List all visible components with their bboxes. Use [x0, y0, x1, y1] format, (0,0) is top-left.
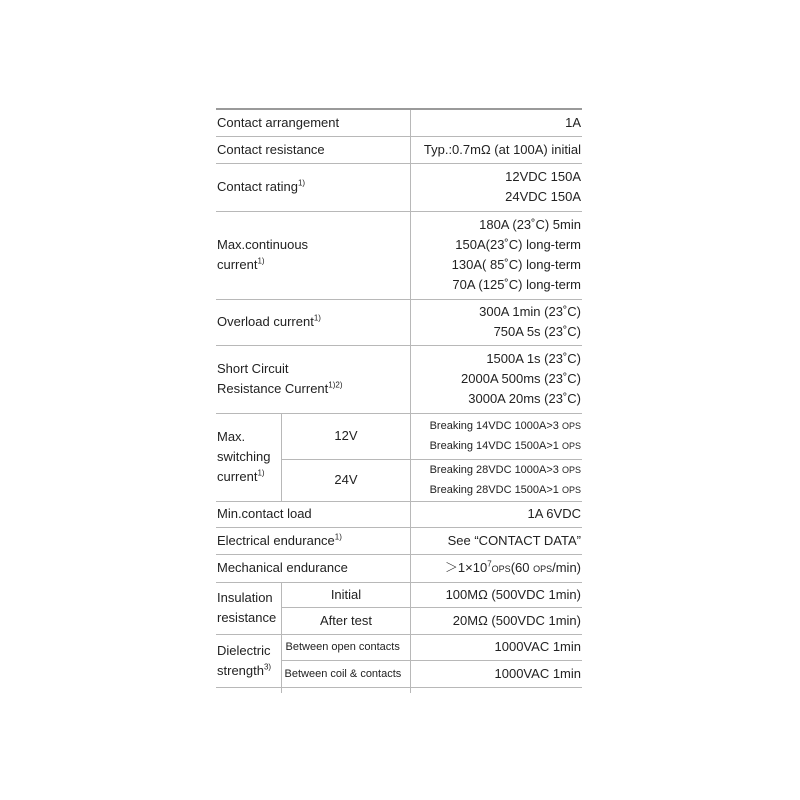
label-text: Electrical endurance	[217, 532, 335, 548]
voltage-text: 12V	[334, 428, 358, 443]
value-text: Typ.:0.7mΩ (at 100A) initial	[423, 141, 581, 157]
value-line: 2000A 500ms (23˚C)	[461, 371, 581, 386]
tail-cell	[410, 687, 582, 693]
value-text: See “CONTACT DATA”	[447, 532, 581, 548]
ops-unit: OPS	[561, 421, 581, 431]
value-text: ＞1×10	[444, 559, 488, 575]
row-insulation-initial	[216, 582, 582, 607]
row-value	[410, 299, 582, 345]
condition-text: After test	[319, 612, 373, 628]
row-contact-resistance	[216, 136, 582, 163]
label-text: Overload current	[217, 314, 314, 329]
value-text: /min)	[552, 559, 581, 575]
value-text: 1A	[565, 114, 581, 130]
ops-unit: OPS	[561, 441, 581, 451]
row-value	[410, 345, 582, 413]
condition-cell	[281, 660, 410, 687]
voltage-text: 24V	[334, 472, 358, 487]
footnote-marker: 1)	[297, 178, 306, 188]
row-value	[410, 136, 582, 163]
row-label	[216, 554, 410, 582]
value-line: 24VDC 150A	[505, 189, 581, 204]
label-text: Contact resistance	[217, 141, 325, 157]
footnote-marker: 1)2)	[328, 380, 343, 390]
row-label	[216, 299, 410, 345]
ops-unit: OPS	[561, 465, 581, 475]
value-line: Breaking 28VDC 1500A>1	[429, 484, 559, 496]
row-value	[410, 634, 582, 660]
condition-cell	[281, 607, 410, 634]
row-value	[410, 660, 582, 687]
table-bottom-rule	[216, 687, 582, 693]
row-label	[216, 163, 410, 211]
value-text: 20MΩ (500VDC 1min)	[452, 612, 581, 628]
label-text: Dielectric	[217, 642, 271, 658]
value-line: Breaking 14VDC 1000A>3	[429, 420, 559, 432]
row-value	[410, 109, 582, 136]
value-text: 1000VAC 1min	[494, 665, 581, 681]
row-mechanical-endurance	[216, 554, 582, 582]
value-line: 1500A 1s (23˚C)	[486, 351, 581, 366]
row-overload-current	[216, 299, 582, 345]
value-line: 70A (125˚C) long-term	[452, 277, 581, 292]
row-contact-rating	[216, 163, 582, 211]
row-contact-arrangement	[216, 109, 582, 136]
row-max-switching-12v	[216, 413, 582, 459]
row-label	[216, 527, 410, 554]
footnote-marker: 1)	[257, 256, 265, 266]
row-max-continuous-current	[216, 211, 582, 299]
label-text: Contact rating	[217, 179, 298, 194]
label-text: Contact arrangement	[217, 114, 340, 130]
row-value	[410, 413, 582, 459]
label-text: Min.contact load	[217, 506, 312, 521]
value-line: 3000A 20ms (23˚C)	[468, 391, 581, 406]
value-line: 130A( 85˚C) long-term	[451, 257, 581, 272]
exponent: 7	[487, 559, 492, 569]
row-value	[410, 582, 582, 607]
value-line: 150A(23˚C) long-term	[455, 237, 581, 252]
ops-unit: OPS	[561, 485, 581, 495]
row-dielectric-open-contacts	[216, 634, 582, 660]
condition-text: Initial	[330, 586, 362, 602]
ops-unit: OPS	[491, 563, 511, 574]
row-value	[410, 459, 582, 501]
value-line: Breaking 28VDC 1000A>3	[429, 464, 559, 476]
row-label	[216, 109, 410, 136]
value-line: Breaking 14VDC 1500A>1	[429, 440, 559, 452]
row-value	[410, 211, 582, 299]
footnote-marker: 1)	[334, 532, 342, 542]
row-label	[216, 582, 281, 634]
row-short-circuit-current	[216, 345, 582, 413]
label-text: strength	[217, 662, 264, 678]
condition-text: Between open contacts	[285, 641, 400, 653]
row-label	[216, 211, 410, 299]
row-min-contact-load	[216, 501, 582, 527]
voltage-cell	[281, 459, 410, 501]
label-text: current	[217, 469, 258, 484]
value-line: 750A 5s (23˚C)	[493, 324, 581, 339]
value-line: 300A 1min (23˚C)	[479, 304, 581, 319]
tail-cell	[216, 687, 281, 693]
condition-text: Between coil & contacts	[284, 667, 402, 680]
value-text: 1000VAC 1min	[494, 639, 581, 654]
label-text: switching	[217, 449, 271, 464]
row-value	[410, 607, 582, 634]
value-line: 180A (23˚C) 5min	[479, 217, 581, 232]
row-value	[410, 163, 582, 211]
row-label	[216, 634, 281, 687]
label-text: Insulation	[217, 590, 273, 605]
value-text: (60	[510, 559, 534, 575]
condition-cell	[281, 582, 410, 607]
ops-unit: OPS	[533, 563, 553, 574]
row-value	[410, 527, 582, 554]
row-electrical-endurance	[216, 527, 582, 554]
value-text: 100MΩ (500VDC 1min)	[445, 586, 581, 602]
label-text: Short Circuit	[217, 361, 289, 376]
row-label	[216, 345, 410, 413]
row-value	[410, 501, 582, 527]
footnote-marker: 3)	[263, 662, 272, 672]
row-label	[216, 501, 410, 527]
label-text: Mechanical endurance	[217, 560, 348, 575]
footnote-marker: 1)	[257, 468, 265, 478]
row-label	[216, 136, 410, 163]
tail-cell	[281, 687, 410, 693]
footnote-marker: 1)	[313, 313, 321, 323]
row-value	[410, 554, 582, 582]
value-text: 1A 6VDC	[527, 506, 581, 521]
row-label	[216, 413, 281, 501]
label-text: resistance	[217, 610, 277, 625]
voltage-cell	[281, 413, 410, 459]
label-text: current	[217, 257, 258, 272]
label-text: Max.continuous	[217, 237, 309, 252]
label-text: Max.	[217, 429, 246, 444]
contact-spec-table	[216, 108, 582, 693]
condition-cell	[281, 634, 410, 660]
value-line: 12VDC 150A	[505, 169, 581, 184]
label-text: Resistance Current	[217, 381, 329, 396]
